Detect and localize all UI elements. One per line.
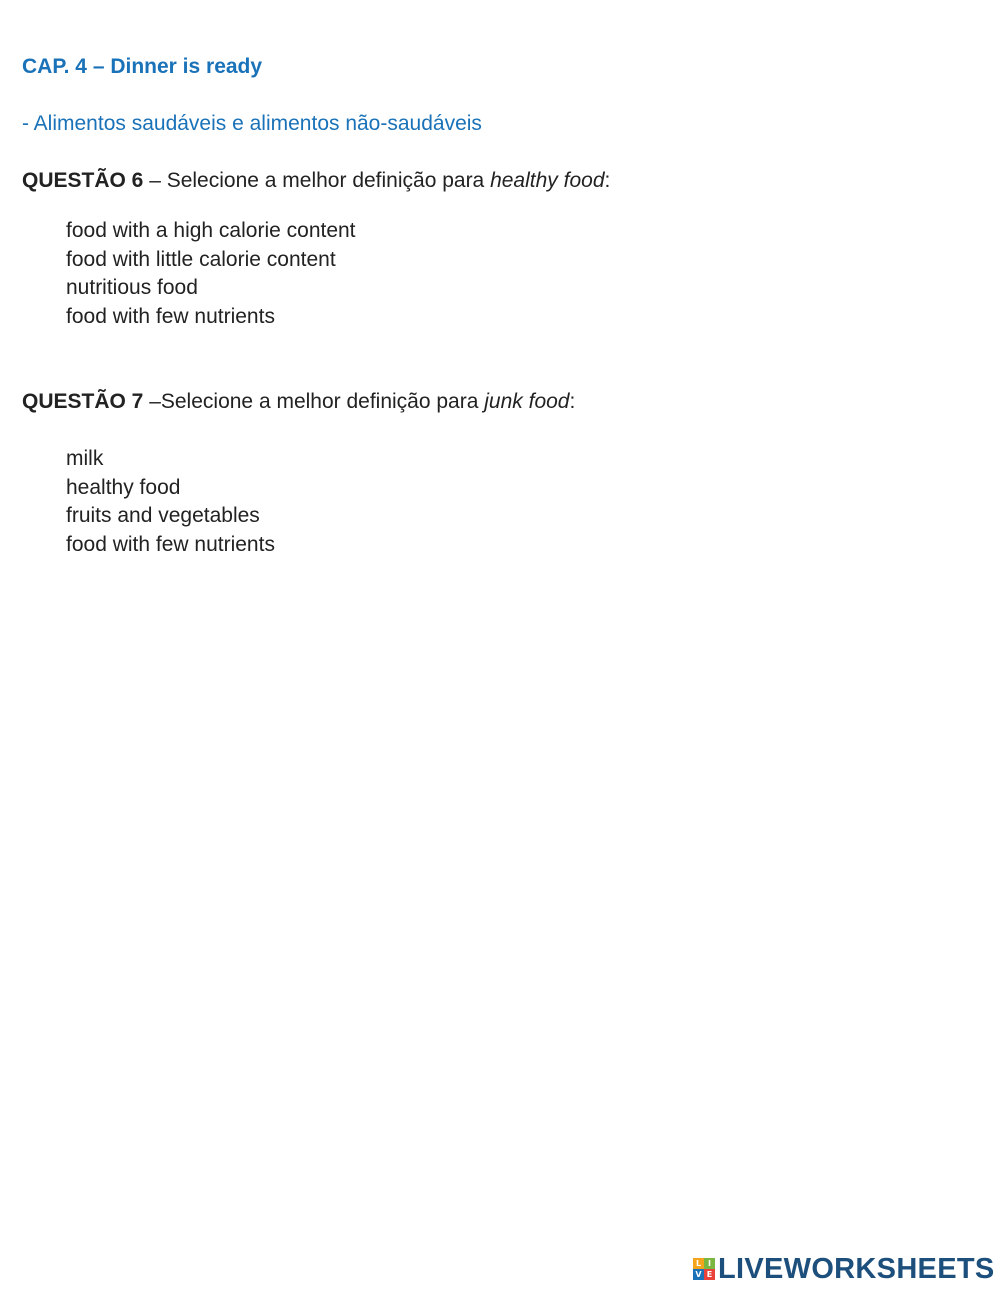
question-6-suffix: :: [604, 169, 611, 192]
question-6-prefix: – Selecione a melhor definição para: [143, 169, 491, 192]
question-7-option-3[interactable]: fruits and vegetables: [66, 504, 260, 527]
question-6-option-3[interactable]: nutritious food: [66, 276, 198, 299]
liveworksheets-logo-icon: L I V E: [693, 1258, 715, 1280]
chapter-title: CAP. 4 – Dinner is ready: [22, 55, 263, 78]
section-subtitle: - Alimentos saudáveis e alimentos não-saudáveis: [22, 112, 482, 135]
question-7-term: junk food: [484, 390, 570, 413]
liveworksheets-logo-text: LIVEWORKSHEETS: [718, 1252, 995, 1285]
question-6-label: QUESTÃO 6: [22, 169, 144, 192]
question-7-prefix: –Selecione a melhor definição para: [143, 390, 485, 413]
liveworksheets-logo: [693, 1254, 995, 1284]
question-6-option-1[interactable]: food with a high calorie content: [66, 219, 356, 242]
question-6-option-4[interactable]: food with few nutrients: [66, 304, 275, 328]
question-7-option-2[interactable]: healthy food: [66, 475, 181, 499]
question-7-suffix: :: [569, 390, 576, 413]
question-7-prompt: [22, 390, 575, 414]
question-6-option-2[interactable]: food with little calorie content: [66, 247, 336, 271]
question-7-option-4[interactable]: food with few nutrients: [66, 532, 275, 556]
question-6-term: healthy food: [490, 169, 605, 192]
question-7-options: [66, 445, 275, 559]
question-6-options: [66, 217, 356, 331]
question-6-prompt: [22, 169, 610, 193]
question-7-label: QUESTÃO 7: [22, 390, 144, 413]
question-7-option-1[interactable]: milk: [66, 447, 104, 470]
